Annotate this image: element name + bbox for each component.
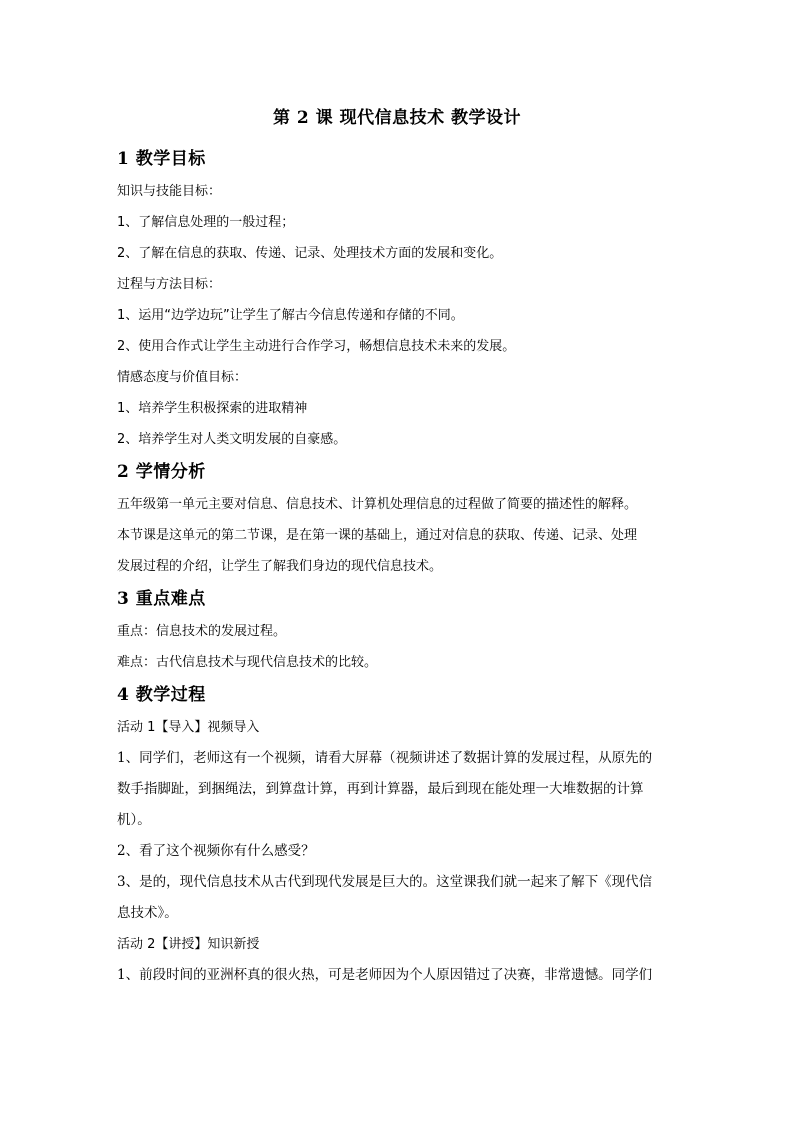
paragraph-line: 过程与方法目标： [117,277,222,292]
section-heading: 1 教学目标 [117,149,206,169]
paragraph-line: 3、是的，现代信息技术从古代到现代发展是巨大的。这堂课我们就一起来了解下《现代信 [117,874,653,890]
paragraph-line: 发展过程的介绍，让学生了解我们身边的现代信息技术。 [117,559,443,574]
paragraph-line: 知识与技能目标： [117,184,222,199]
paragraph-line: 难点：古代信息技术与现代信息技术的比较。 [117,655,378,670]
section-heading: 4 教学过程 [117,685,206,705]
section-heading: 3 重点难点 [117,589,206,609]
paragraph-line: 2、培养学生对人类文明发展的自豪感。 [117,432,347,447]
paragraph-line: 1、前段时间的亚洲杯真的很火热，可是老师因为个人原因错过了决赛，非常遗憾。同学们 [117,967,653,983]
document-body [117,142,677,991]
paragraph-line: 数手指脚趾，到捆绳法，到算盘计算，再到计算器，最后到现在能处理一大堆数据的计算 [117,781,644,797]
paragraph-line: 1、同学们，老师这有一个视频，请看大屏幕（视频讲述了数据计算的发展过程，从原先的 [117,750,653,766]
paragraph-line: 2、看了这个视频你有什么感受？ [117,843,315,859]
paragraph-line: 1、了解信息处理的一般过程； [117,215,295,230]
section-key-points [117,582,677,678]
paragraph-line: 活动 1【导入】视频导入 [117,720,260,735]
paragraph-line: 1、运用“边学边玩”让学生了解古今信息传递和存储的不同。 [117,308,464,323]
paragraph-line: 2、使用合作式让学生主动进行合作学习，畅想信息技术未来的发展。 [117,339,516,354]
paragraph-line: 息技术》。 [117,905,178,921]
paragraph-line: 五年级第一单元主要对信息、信息技术、计算机处理信息的过程做了简要的描述性的解释。 [117,497,638,512]
paragraph-line: 活动 2【讲授】知识新授 [117,937,260,952]
paragraph-line: 本节课是这单元的第二节课，是在第一课的基础上，通过对信息的获取、传递、记录、处理 [117,528,638,543]
section-teaching-goals [117,142,677,455]
paragraph-line: 重点：信息技术的发展过程。 [117,624,287,639]
paragraph-line: 2、了解在信息的获取、传递、记录、处理技术方面的发展和变化。 [117,246,503,261]
paragraph-line: 1、培养学生积极探索的进取精神 [117,401,308,416]
section-teaching-process [117,678,677,991]
paragraph-line: 机）。 [117,812,151,828]
paragraph-line: 情感态度与价值目标： [117,370,248,385]
section-learner-analysis [117,455,677,582]
section-heading: 2 学情分析 [117,462,206,482]
document-title: 第 2 课 现代信息技术 教学设计 [272,108,521,128]
